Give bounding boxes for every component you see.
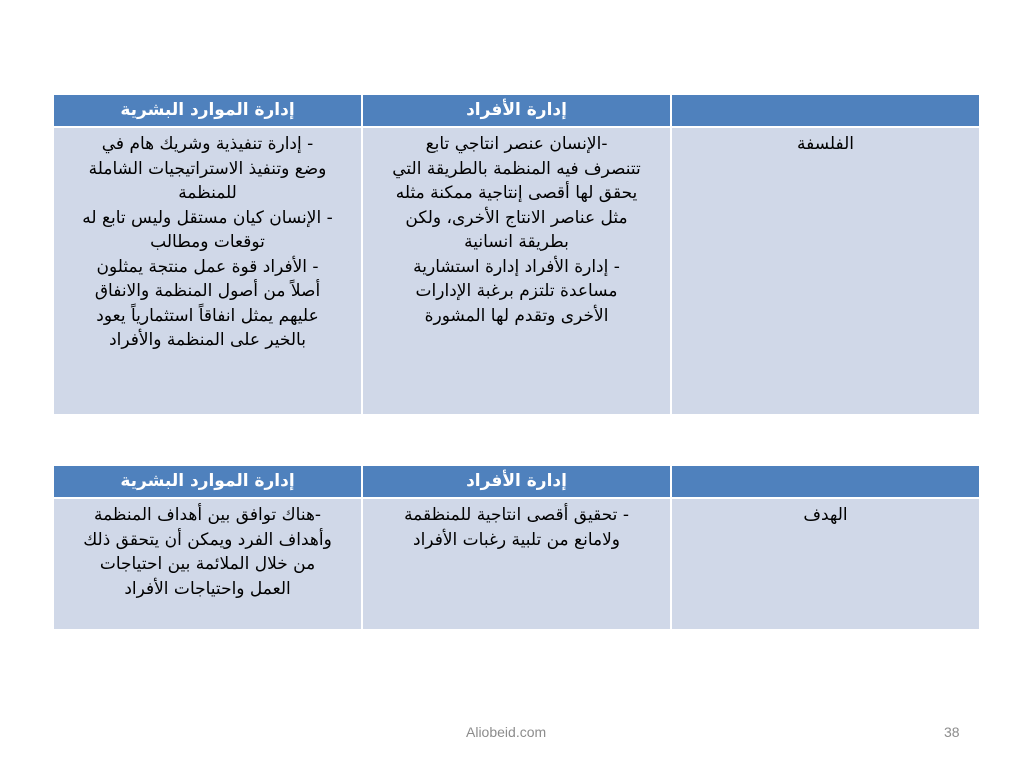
cell-line: العمل واحتياجات الأفراد	[124, 578, 291, 599]
row-label-goal: الهدف	[671, 498, 980, 630]
cell-line: من خلال الملائمة بين احتياجات	[99, 554, 316, 574]
cell-line: - إدارة تنفيذية وشريك هام في	[101, 134, 314, 154]
header-hr-management: إدارة الموارد البشرية	[53, 465, 362, 498]
cell-line: عليهم يمثل انفاقاً استثمارياً يعود	[96, 305, 319, 326]
philosophy-table	[52, 93, 981, 416]
cell-line: مساعدة تلتزم برغبة الإدارات	[415, 281, 618, 301]
footer-website: Aliobeid.com	[466, 724, 547, 740]
cell-line: وأهداف الفرد ويمكن أن يتحقق ذلك	[83, 529, 332, 550]
cell-line: ولامانع من تلبية رغبات الأفراد	[413, 529, 621, 550]
header-row-label	[671, 94, 980, 127]
cell-line: مثل عناصر الانتاج الأخرى، ولكن	[405, 207, 628, 228]
cell-line: -هناك توافق بين أهداف المنظمة	[93, 505, 322, 525]
header-hr-management: إدارة الموارد البشرية	[53, 94, 362, 127]
cell-personnel-goal	[362, 498, 671, 630]
cell-line: يحقق لها أقصى إنتاجية ممكنة مثله	[395, 183, 638, 203]
cell-personnel-philosophy	[362, 127, 671, 415]
cell-line: توقعات ومطالب	[150, 232, 265, 252]
header-personnel-management: إدارة الأفراد	[362, 94, 671, 127]
cell-line: - الأفراد قوة عمل منتجة يمثلون	[96, 256, 319, 277]
cell-text	[371, 132, 662, 328]
header-personnel-management: إدارة الأفراد	[362, 465, 671, 498]
cell-line: أصلاً من أصول المنظمة والانفاق	[94, 281, 321, 301]
cell-line: الأخرى وتقدم لها المشورة	[424, 305, 609, 326]
cell-line: - الإنسان كيان مستقل وليس تابع له	[82, 207, 333, 228]
slide-number: 38	[944, 724, 960, 740]
cell-line: وضع وتنفيذ الاستراتيجيات الشاملة	[88, 158, 327, 179]
header-row-label	[671, 465, 980, 498]
cell-line: بالخير على المنظمة والأفراد	[109, 330, 306, 350]
table-header-row	[53, 465, 980, 498]
goal-table	[52, 464, 981, 631]
cell-text	[62, 132, 353, 353]
cell-hrm-goal	[53, 498, 362, 630]
table-header-row	[53, 94, 980, 127]
cell-line: - إدارة الأفراد إدارة استشارية	[413, 256, 620, 277]
table-row	[53, 498, 980, 630]
table-row	[53, 127, 980, 415]
cell-line: -الإنسان عنصر انتاجي تابع	[425, 134, 608, 154]
cell-text	[62, 503, 353, 601]
cell-line: - تحقيق أقصى انتاجية للمنظقمة	[404, 505, 629, 525]
cell-line: للمنظمة	[178, 183, 237, 203]
cell-text	[371, 503, 662, 552]
cell-hrm-philosophy	[53, 127, 362, 415]
cell-line: بطريقة انسانية	[464, 232, 569, 252]
row-label-philosophy: الفلسفة	[671, 127, 980, 415]
cell-line: تتنصرف فيه المنظمة بالطريقة التي	[392, 158, 641, 179]
